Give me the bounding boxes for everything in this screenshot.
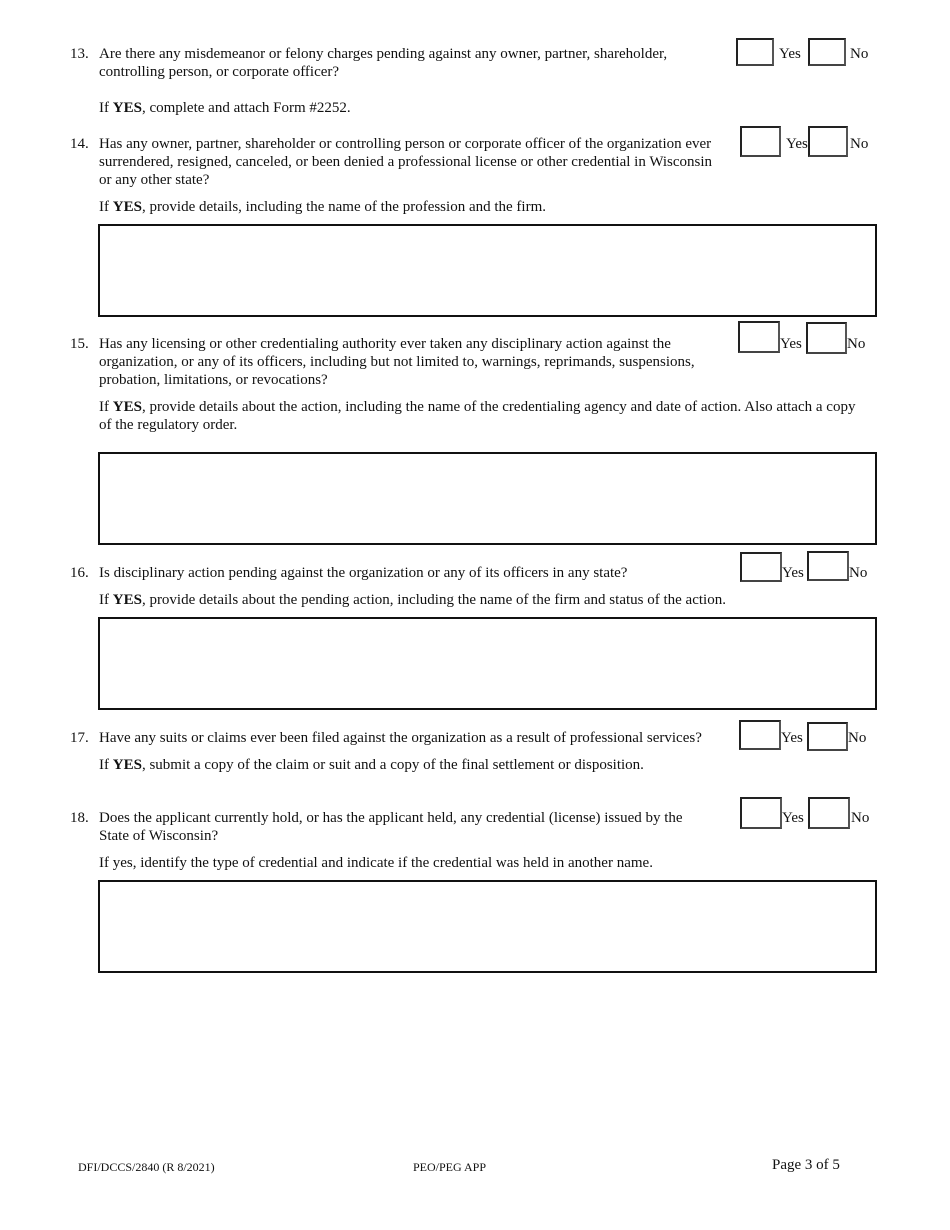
question-15-text: Has any licensing or other credentialing authority ever taken any disciplinary action against the organization, or any of its officers, including but not limited to, warnings, reprimands, suspensions, probation, limitations, or revocations? [99,336,695,388]
q15-no-label: No [847,336,866,352]
q14-no-label: No [850,136,869,152]
question-16-number: 16. [70,565,89,581]
question-17-text: Have any suits or claims ever been filed against the organization as a result of professional services? [99,730,702,746]
question-14-number: 14. [70,136,89,152]
footer-form-id: DFI/DCCS/2840 (R 8/2021) [78,1160,215,1174]
question-17-instruction: If YES, submit a copy of the claim or suit and a copy of the final settlement or disposition. [99,757,644,773]
q13-yes-label: Yes [779,46,801,62]
question-15-number: 15. [70,336,89,352]
q13-no-checkbox[interactable] [808,38,846,66]
question-16-instruction: If YES, provide details about the pending action, including the name of the firm and status of the action. [99,592,726,608]
question-13-number: 13. [70,46,89,62]
question-18-instruction: If yes, identify the type of credential and indicate if the credential was held in another name. [99,855,653,871]
question-17-number: 17. [70,730,89,746]
q17-no-label: No [848,730,867,746]
q18-no-checkbox[interactable] [808,797,850,829]
question-14-instruction: If YES, provide details, including the name of the profession and the firm. [99,199,546,215]
q15-yes-checkbox[interactable] [738,321,780,353]
question-13-instruction: If YES, complete and attach Form #2252. [99,100,351,116]
question-16-text: Is disciplinary action pending against the organization or any of its officers in any state? [99,565,628,581]
q17-yes-label: Yes [781,730,803,746]
question-13-text: Are there any misdemeanor or felony charges pending against any owner, partner, shareholder, controlling person, or corporate officer? [99,46,668,80]
q18-yes-label: Yes [782,810,804,826]
q14-yes-checkbox[interactable] [740,126,781,157]
q16-no-label: No [849,565,868,581]
q16-yes-checkbox[interactable] [740,552,782,582]
q14-yes-label: Yes [786,136,808,152]
q18-no-label: No [851,810,870,826]
q17-no-checkbox[interactable] [807,722,848,751]
q18-details-textbox[interactable] [98,880,877,973]
question-18-text: Does the applicant currently hold, or has the applicant held, any credential (license) issued by the State of Wisconsin? [99,810,683,844]
footer-page-number: Page 3 of 5 [772,1157,840,1173]
q16-yes-label: Yes [782,565,804,581]
q15-no-checkbox[interactable] [806,322,847,354]
q15-details-textbox[interactable] [98,452,877,545]
question-18-number: 18. [70,810,89,826]
q14-details-textbox[interactable] [98,224,877,317]
q16-no-checkbox[interactable] [807,551,849,581]
q16-details-textbox[interactable] [98,617,877,710]
question-15-instruction: If YES, provide details about the action, including the name of the credentialing agency and date of action. Also attach a copy of the regulatory order. [99,399,856,433]
q13-yes-checkbox[interactable] [736,38,774,66]
q14-no-checkbox[interactable] [808,126,848,157]
q17-yes-checkbox[interactable] [739,720,781,750]
q13-no-label: No [850,46,869,62]
question-14-text: Has any owner, partner, shareholder or controlling person or corporate officer of the organization ever surrendered, resigned, canceled, or been denied a professional license or other credential in Wisconsin or any other state? [99,136,713,188]
q15-yes-label: Yes [780,336,802,352]
footer-center-label: PEO/PEG APP [413,1160,487,1174]
q18-yes-checkbox[interactable] [740,797,782,829]
